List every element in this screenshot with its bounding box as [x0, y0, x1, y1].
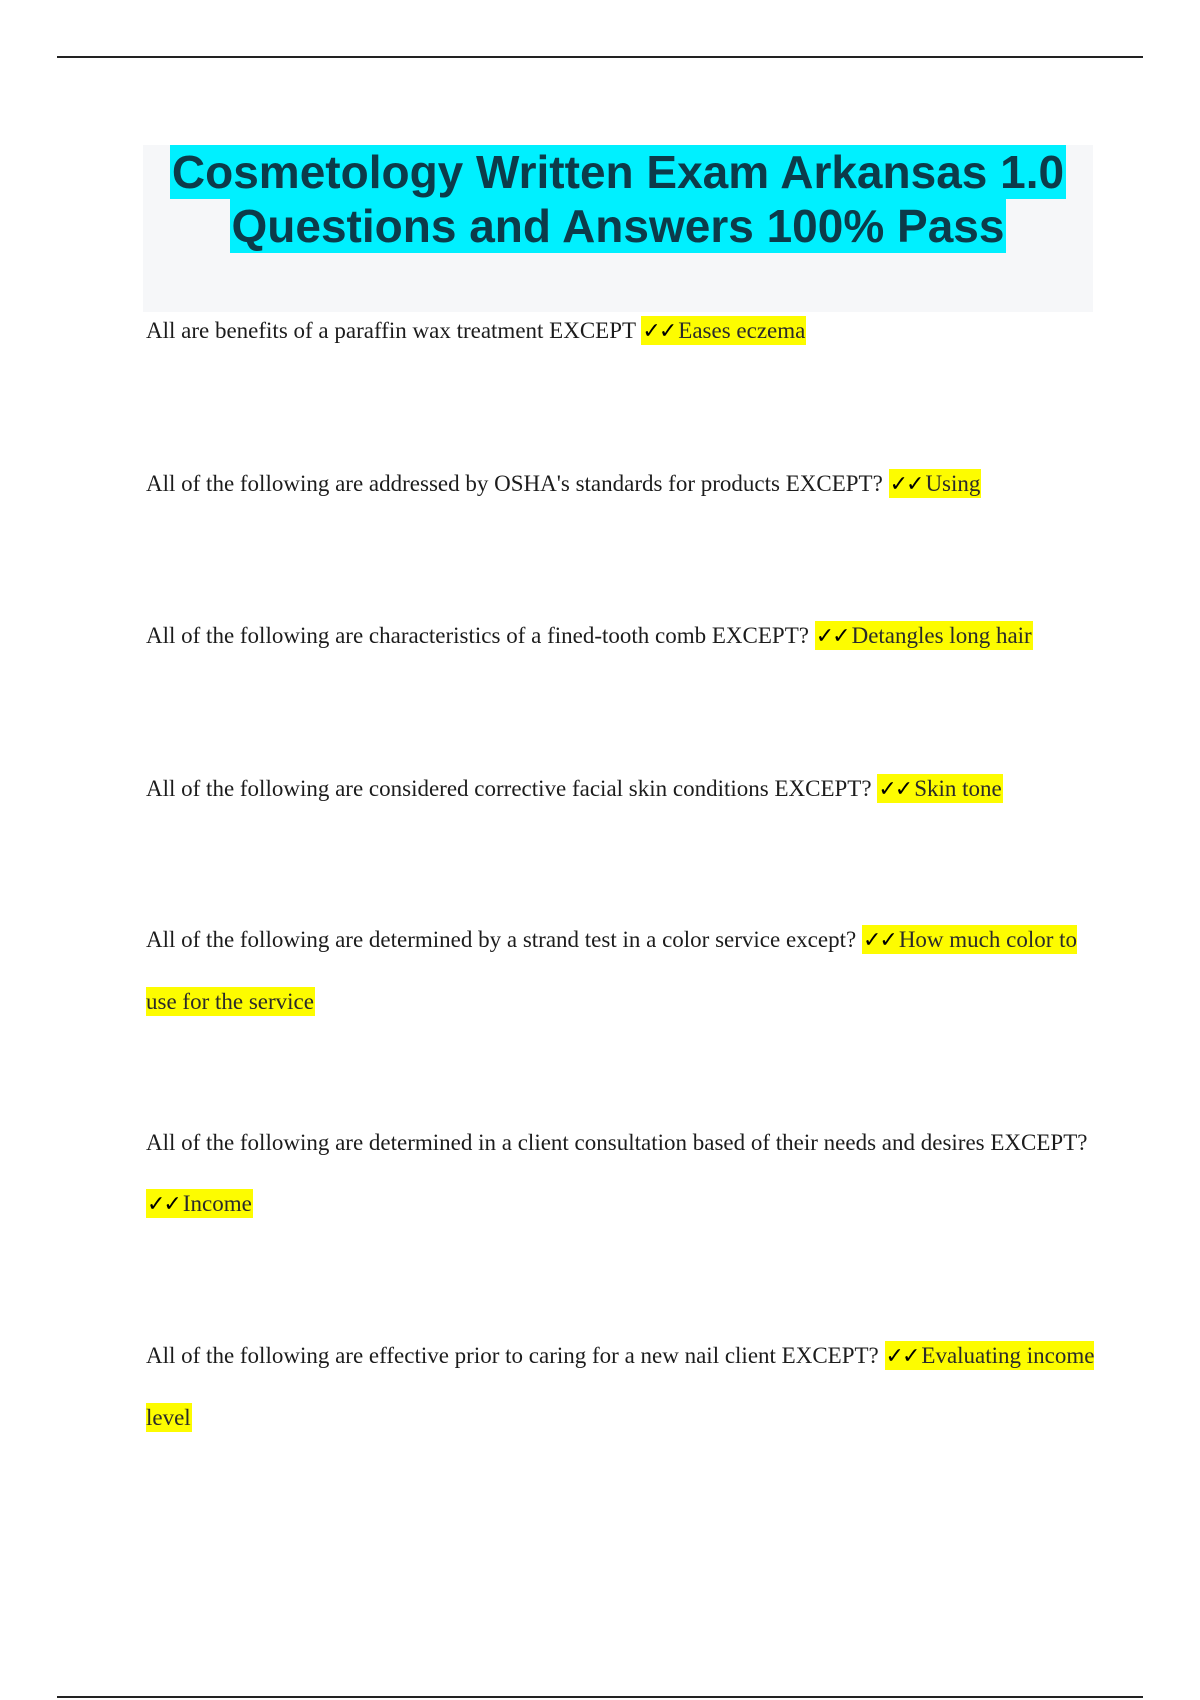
title-block	[143, 145, 1093, 312]
answer-highlight	[641, 316, 806, 345]
double-check-icon: ✓✓	[862, 928, 896, 953]
double-check-icon: ✓✓	[878, 777, 912, 802]
qa-item	[146, 1325, 1106, 1448]
answer-text: Detangles long hair	[851, 623, 1032, 648]
qa-item	[146, 1112, 1106, 1235]
answer-text: Using	[925, 471, 981, 496]
bottom-rule	[57, 1696, 1143, 1698]
title-line-1: Cosmetology Written Exam Arkansas 1.0	[171, 146, 1065, 198]
double-check-icon: ✓✓	[889, 472, 923, 497]
qa-item	[146, 909, 1106, 1032]
answer-highlight	[877, 774, 1002, 803]
answer-text: Skin tone	[914, 776, 1002, 801]
answer-highlight	[889, 469, 982, 498]
answer-text: Income	[182, 1191, 252, 1216]
double-check-icon: ✓✓	[885, 1344, 919, 1369]
double-check-icon: ✓✓	[147, 1192, 180, 1217]
answer-text: Eases eczema	[678, 318, 806, 343]
question-text: All of the following are considered corrective facial skin conditions EXCEPT?	[146, 776, 878, 801]
title-line-2: Questions and Answers 100% Pass	[231, 200, 1005, 252]
question-text: All of the following are determined by a strand test in a color service except?	[146, 927, 862, 952]
double-check-icon: ✓✓	[642, 319, 676, 344]
answer-text: Evaluating income level	[146, 1343, 1095, 1430]
qa-item	[146, 605, 1106, 667]
answer-highlight	[146, 1189, 253, 1218]
qa-item	[146, 300, 1106, 362]
question-text: All of the following are addressed by OSHA's standards for products EXCEPT?	[146, 471, 889, 496]
question-text: All are benefits of a paraffin wax treatment EXCEPT	[146, 318, 642, 343]
question-text: All of the following are determined in a client consultation based of their needs and desires EXCEPT?	[146, 1130, 1088, 1155]
qa-item	[146, 453, 1106, 515]
double-check-icon: ✓✓	[815, 624, 849, 649]
question-text: All of the following are characteristics of a fined-tooth comb EXCEPT?	[146, 623, 815, 648]
answer-text: How much color to use for the service	[146, 927, 1078, 1014]
page-title	[143, 145, 1093, 253]
qa-item	[146, 758, 1106, 820]
answer-highlight	[815, 621, 1033, 650]
top-rule	[57, 56, 1143, 58]
question-text: All of the following are effective prior to caring for a new nail client EXCEPT?	[146, 1343, 885, 1368]
